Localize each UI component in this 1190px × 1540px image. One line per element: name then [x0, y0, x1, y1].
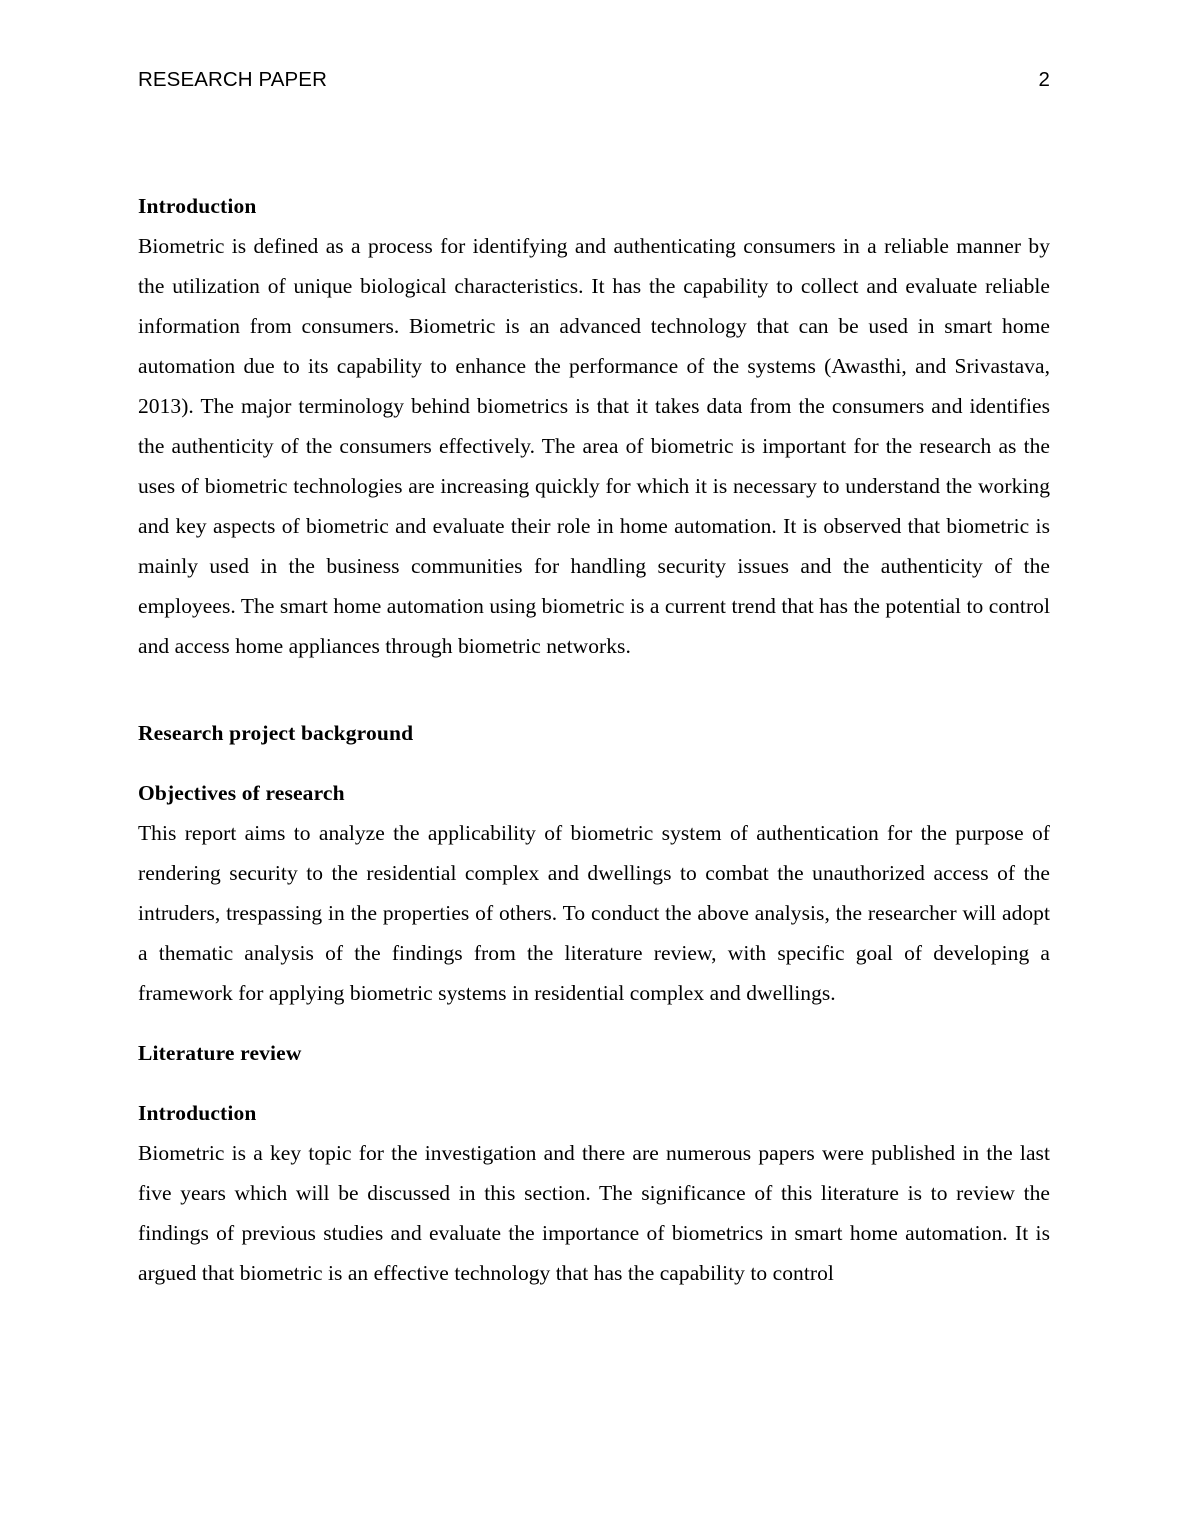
running-header	[138, 68, 1050, 98]
heading-spacer-2	[138, 1073, 1050, 1093]
running-header-title: RESEARCH PAPER	[138, 68, 327, 91]
heading-literature-review: Literature review	[138, 1041, 302, 1065]
paragraph-objectives: This report aims to analyze the applicability of biometric system of authentication for the purpose of rendering security to the residential complex and dwellings to combat the unauthorized access of the intruders, trespassing in the properties of others. To conduct the above analysis, the researcher will adopt a thematic analysis of the findings from the literature review, with specific goal of developing a framework for applying biometric systems in residential complex and dwellings.	[138, 821, 1050, 1005]
document-body	[138, 186, 1050, 1293]
heading-spacer	[138, 753, 1050, 773]
paragraph-literature-introduction: Biometric is a key topic for the investigation and there are numerous papers were published in the last five years which will be discussed in this section. The significance of this literature is to review the findings of previous studies and evaluate the importance of biometrics in smart home automation. It is argued that biometric is an effective technology that has the capability to control	[138, 1141, 1050, 1285]
section-spacer-2	[138, 1013, 1050, 1033]
heading-research-project-background: Research project background	[138, 721, 414, 745]
heading-introduction: Introduction	[138, 194, 257, 218]
paragraph-introduction: Biometric is defined as a process for identifying and authenticating consumers in a reliable manner by the utilization of unique biological characteristics. It has the capability to collect and evaluate reliable information from consumers. Biometric is an advanced technology that can be used in smart home automation due to its capability to enhance the performance of the systems (Awasthi, and Srivastava, 2013). The major terminology behind biometrics is that it takes data from the consumers and identifies the authenticity of the consumers effectively. The area of biometric is important for the research as the uses of biometric technologies are increasing quickly for which it is necessary to understand the working and key aspects of biometric and evaluate their role in home automation. It is observed that biometric is mainly used in the business communities for handling security issues and the authenticity of the employees. The smart home automation using biometric is a current trend that has the potential to control and access home appliances through biometric networks.	[138, 234, 1050, 658]
page-number: 2	[1038, 68, 1050, 91]
heading-objectives-of-research: Objectives of research	[138, 781, 345, 805]
heading-literature-introduction: Introduction	[138, 1101, 257, 1125]
section-spacer	[138, 666, 1050, 713]
